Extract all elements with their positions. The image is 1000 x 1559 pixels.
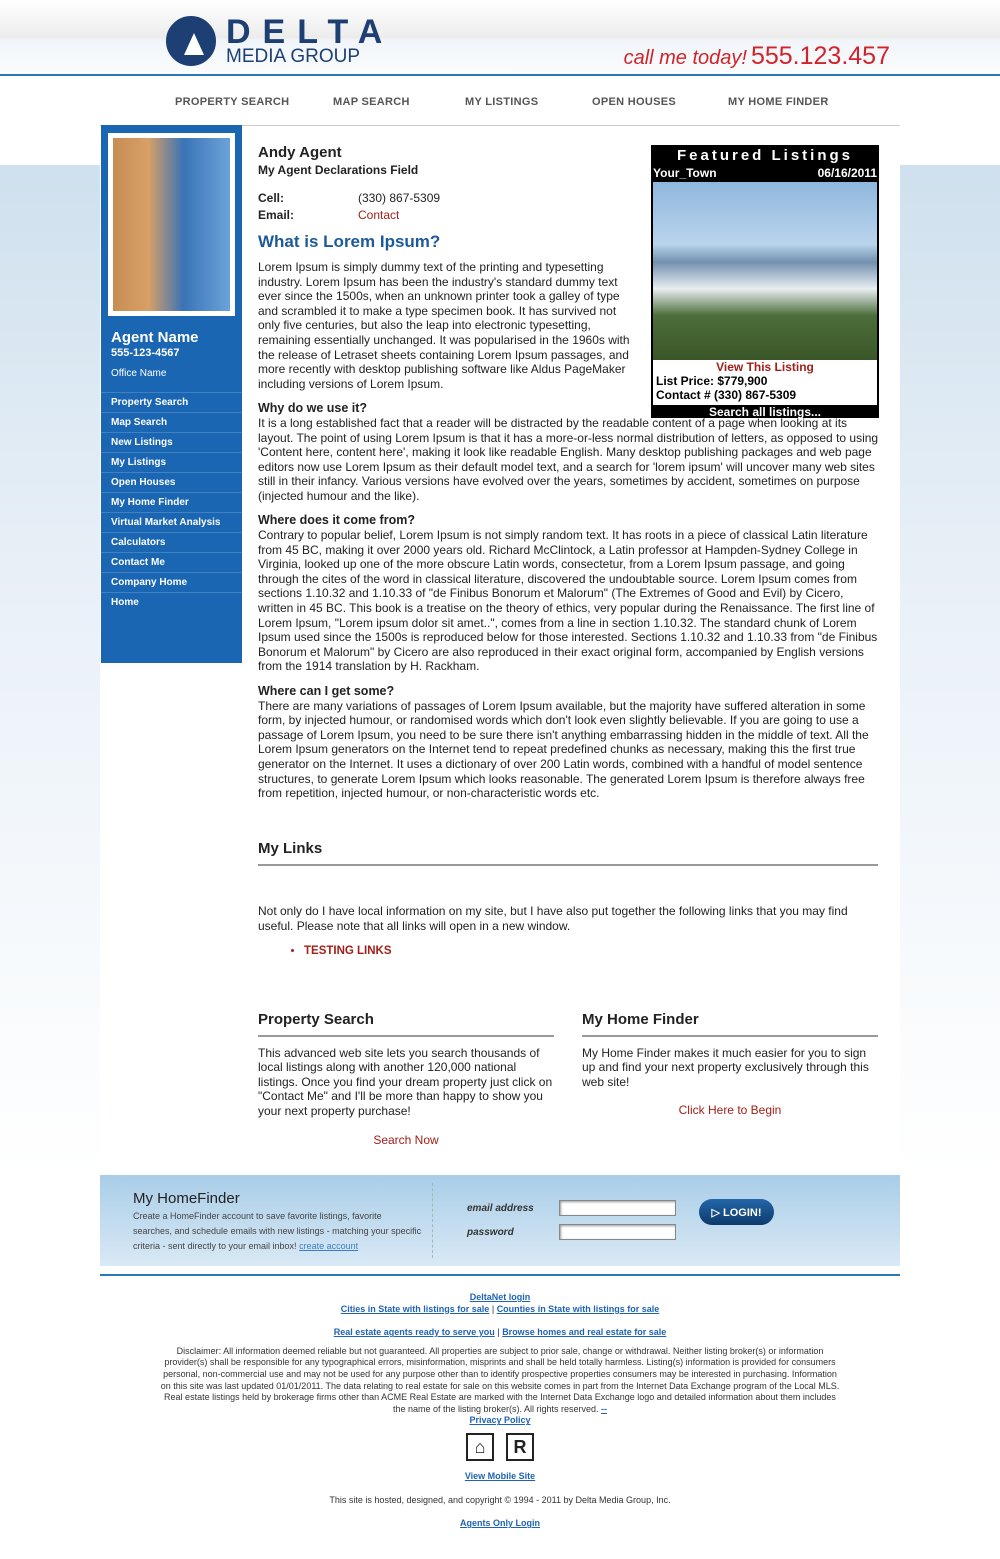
agent-heading: Andy Agent bbox=[258, 144, 342, 161]
property-search-title: Property Search bbox=[258, 1013, 554, 1037]
footer bbox=[160, 1292, 840, 1530]
agent-photo bbox=[108, 133, 235, 316]
nav-map-search[interactable]: MAP SEARCH bbox=[333, 96, 410, 108]
logo-seal-icon bbox=[166, 16, 216, 66]
email-address-input[interactable] bbox=[559, 1200, 676, 1216]
agent-name: Agent Name bbox=[111, 329, 199, 346]
home-finder-title: My Home Finder bbox=[582, 1013, 878, 1037]
click-here-to-begin-link[interactable]: Click Here to Begin bbox=[678, 1103, 782, 1118]
article-paragraph: Lorem Ipsum is simply dummy text of the printing and typesetting industry. Lorem Ipsum has been the industry's standard dummy text ever since the 1500s, when an unknown printer took a galley of type and scrambled it to make a type specimen book. It has survived not only five centuries, but also the leap into electronic typesetting, remaining essentially unchanged. It was popularised in the 1960s with the release of Letraset sheets containing Lorem Ipsum passages, and more recently with desktop publishing software like Aldus PageMaker including versions of Lorem Ipsum. bbox=[258, 259, 630, 391]
homefinder-title: My HomeFinder bbox=[133, 1190, 240, 1207]
agents-only-login-link[interactable]: Agents Only Login bbox=[460, 1518, 540, 1529]
my-links-text: Not only do I have local information on my site, but I have also put together the following links that you may find useful. Please note that all links will open in a new window. bbox=[258, 904, 848, 933]
counties-link[interactable]: Counties in State with listings for sale bbox=[496, 1303, 660, 1314]
sidebar-menu bbox=[101, 392, 242, 612]
sidebar-item-calculators[interactable]: Calculators bbox=[101, 532, 242, 552]
nav-open-houses[interactable]: OPEN HOUSES bbox=[592, 96, 676, 108]
sidebar bbox=[101, 125, 242, 663]
login-button-label: LOGIN! bbox=[723, 1206, 762, 1219]
featured-title: Featured Listings bbox=[676, 147, 854, 164]
article-subheading: Where does it come from? bbox=[258, 513, 415, 528]
sidebar-item-contact-me[interactable]: Contact Me bbox=[101, 552, 242, 572]
call-banner bbox=[624, 42, 890, 71]
footer-divider bbox=[100, 1274, 900, 1276]
view-listing-link[interactable]: View This Listing bbox=[716, 360, 814, 374]
cell-label: Cell: bbox=[258, 191, 285, 206]
sidebar-item-company-home[interactable]: Company Home bbox=[101, 572, 242, 592]
deltanet-login-link[interactable]: DeltaNet login bbox=[469, 1292, 531, 1302]
password-label: password bbox=[467, 1227, 514, 1238]
sidebar-item-map-search[interactable]: Map Search bbox=[101, 412, 242, 432]
password-input[interactable] bbox=[559, 1224, 676, 1240]
sidebar-item-new-listings[interactable]: New Listings bbox=[101, 432, 242, 452]
copyright: This site is hosted, designed, and copyright © 1994 - 2011 by Delta Media Group, Inc. bbox=[329, 1494, 671, 1505]
featured-town: Your_Town bbox=[653, 166, 717, 180]
testing-links-link[interactable]: • TESTING LINKS bbox=[304, 945, 878, 957]
agents-link[interactable]: Real estate agents ready to serve you bbox=[333, 1327, 495, 1338]
article-paragraph: There are many variations of passages of Lorem Ipsum available, but the majority have suffered alteration in some form, by injected humour, or randomised words which don't look even slightly believable. If you are going to use a passage of Lorem Ipsum, you need to be sure there isn't anything embarrassing hidden in the middle of text. All the Lorem Ipsum generators on the Internet tend to repeat predefined chunks as necessary, making this the first true generator on the Internet. It uses a dictionary of over 200 Latin words, combined with a handful of model sentence structures, to generate Lorem Ipsum which looks reasonable. The generated Lorem Ipsum is therefore always free from repetition, injected humour, or non-characteristic words etc. bbox=[258, 698, 869, 801]
sidebar-item-my-listings[interactable]: My Listings bbox=[101, 452, 242, 472]
disclaimer: Disclaimer: All information deemed reliable but not guaranteed. All properties are subject to prior sale, change or withdrawal. Neither listing broker(s) or information provider(s) shall be responsible for any typographical errors, misinformation, misprints and shall be held totally harmless. Listing(s) information is provided for consumers personal, non-commercial use and may not be used for any purpose other than to identify prospective properties consumers may be interested in purchasing. Information on this site was last updated 01/01/2011. The data relating to real estate for sale on this website comes in part from the Internet Data Exchange program of the Local MLS. Real estate listings held by brokerage firms other than ACME Real Estate are marked with the Internet Data Exchange logo and detailed information about them includes the name of the listing broker(s). All rights reserved. bbox=[160, 1345, 840, 1414]
nav-my-home-finder[interactable]: MY HOME FINDER bbox=[728, 96, 829, 108]
dash-link[interactable]: -- bbox=[601, 1403, 608, 1414]
email-label: Email: bbox=[258, 207, 295, 222]
sidebar-item-my-home-finder[interactable]: My Home Finder bbox=[101, 492, 242, 512]
mobile-site-link[interactable]: View Mobile Site bbox=[464, 1470, 536, 1481]
agent-phone: 555-123-4567 bbox=[111, 347, 180, 359]
article-subheading: Why do we use it? bbox=[258, 401, 368, 416]
login-button[interactable] bbox=[699, 1199, 774, 1225]
privacy-policy-link[interactable]: Privacy Policy bbox=[469, 1415, 531, 1426]
article-paragraph: It is a long established fact that a reader will be distracted by the readable content of a page when looking at its layout. The point of using Lorem Ipsum is that it has a more-or-less normal distribution of letters, as opposed to using 'Content here, content here', making it look like readable English. Many desktop publishing packages and web page editors now use Lorem Ipsum as their default model text, and a search for 'lorem ipsum' will uncover many web sites still in their infancy. Various versions have evolved over the years, sometimes by accident, sometimes on purpose (injected humour and the like). bbox=[258, 415, 879, 503]
separator: | bbox=[491, 1303, 495, 1314]
call-text: call me today! bbox=[623, 47, 747, 69]
panel-divider bbox=[432, 1183, 433, 1258]
background-band-right bbox=[900, 165, 1000, 1175]
my-links-section bbox=[258, 840, 878, 957]
article-subheading: Where can I get some? bbox=[258, 684, 395, 698]
play-icon: ▷ bbox=[711, 1206, 723, 1219]
header-phone: 555.123.457 bbox=[750, 42, 890, 70]
sidebar-item-property-search[interactable]: Property Search bbox=[101, 392, 242, 412]
cities-link[interactable]: Cities in State with listings for sale bbox=[340, 1303, 490, 1314]
agent-declaration: My Agent Declarations Field bbox=[258, 162, 419, 177]
article-paragraph: Contrary to popular belief, Lorem Ipsum is not simply random text. It has roots in a piece of classical Latin literature from 45 BC, making it over 2000 years old. Richard McClintock, a Latin professor at Hampden-Sydney College in Virginia, looked up one of the more obscure Latin words, consectetur, from a Lorem Ipsum passage, and going through the cites of the word in classical literature, discovered the undoubtable source. Lorem Ipsum comes from sections 1.10.32 and 1.10.33 of "de Finibus Bonorum et Malorum" (The Extremes of Good and Evil) by Cicero, written in 45 BC. This book is a treatise on the theory of ethics, very popular during the Renaissance. The first line of Lorem Ipsum, "Lorem ipsum dolor sit amet..", comes from a line in section 1.10.32. The standard chunk of Lorem Ipsum used since the 1500s is reproduced below for those interested. Sections 1.10.32 and 1.10.33 from "de Finibus Bonorum et Malorum" by Cicero are also reproduced in their exact original form, accompanied by English versions from the 1914 translation by H. Rackham. bbox=[258, 528, 878, 674]
header bbox=[0, 0, 1000, 76]
office-name: Office Name bbox=[111, 368, 167, 379]
background-band-left bbox=[0, 165, 100, 1175]
property-search-text: This advanced web site lets you search thousands of local listings along with another 120,000 national listings. Once you find your dream property just click on "Contact Me" and I'll be more than happy to show you your next property purchase! bbox=[258, 1045, 553, 1118]
logo-title: DELTA bbox=[226, 13, 395, 51]
my-links-title: My Links bbox=[258, 840, 878, 866]
home-finder-text: My Home Finder makes it much easier for you to sign up and find your next property exclusively through this web site! bbox=[582, 1045, 869, 1089]
home-finder-section bbox=[582, 1013, 878, 1118]
sidebar-item-virtual-market-analysis[interactable]: Virtual Market Analysis bbox=[101, 512, 242, 532]
main-content bbox=[258, 146, 880, 801]
agent-photo-image bbox=[113, 138, 230, 311]
featured-price: List Price: $779,900 bbox=[656, 374, 768, 388]
cell-value: (330) 867-5309 bbox=[358, 191, 441, 206]
email-contact-link[interactable]: Contact bbox=[358, 207, 400, 222]
article-title: What is Lorem Ipsum? bbox=[258, 232, 441, 252]
featured-date: 06/16/2011 bbox=[817, 166, 877, 180]
realtor-icon: R bbox=[506, 1433, 534, 1461]
logo[interactable] bbox=[166, 13, 395, 67]
equal-housing-icon: ⌂ bbox=[466, 1433, 494, 1461]
homefinder-description: Create a HomeFinder account to save favorite listings, favorite searches, and schedule emails with new listings - matching your specific criteria - sent directly to your email inbox! bbox=[133, 1211, 422, 1251]
browse-homes-link[interactable]: Browse homes and real estate for sale bbox=[502, 1327, 667, 1338]
search-all-listings-link[interactable]: Search all listings... bbox=[708, 405, 822, 419]
separator: | bbox=[497, 1327, 500, 1338]
create-account-link[interactable]: create account bbox=[299, 1241, 359, 1251]
email-address-label: email address bbox=[467, 1203, 534, 1214]
homefinder-login-panel bbox=[100, 1175, 900, 1266]
sidebar-item-open-houses[interactable]: Open Houses bbox=[101, 472, 242, 492]
featured-contact: Contact # (330) 867-5309 bbox=[656, 388, 797, 402]
nav-my-listings[interactable]: MY LISTINGS bbox=[465, 96, 539, 108]
property-search-section bbox=[258, 1013, 554, 1147]
sidebar-item-home[interactable]: Home bbox=[101, 592, 242, 612]
logo-subtitle: MEDIA GROUP bbox=[226, 46, 361, 67]
search-now-link[interactable]: Search Now bbox=[373, 1132, 439, 1147]
nav-property-search[interactable]: PROPERTY SEARCH bbox=[175, 96, 290, 108]
